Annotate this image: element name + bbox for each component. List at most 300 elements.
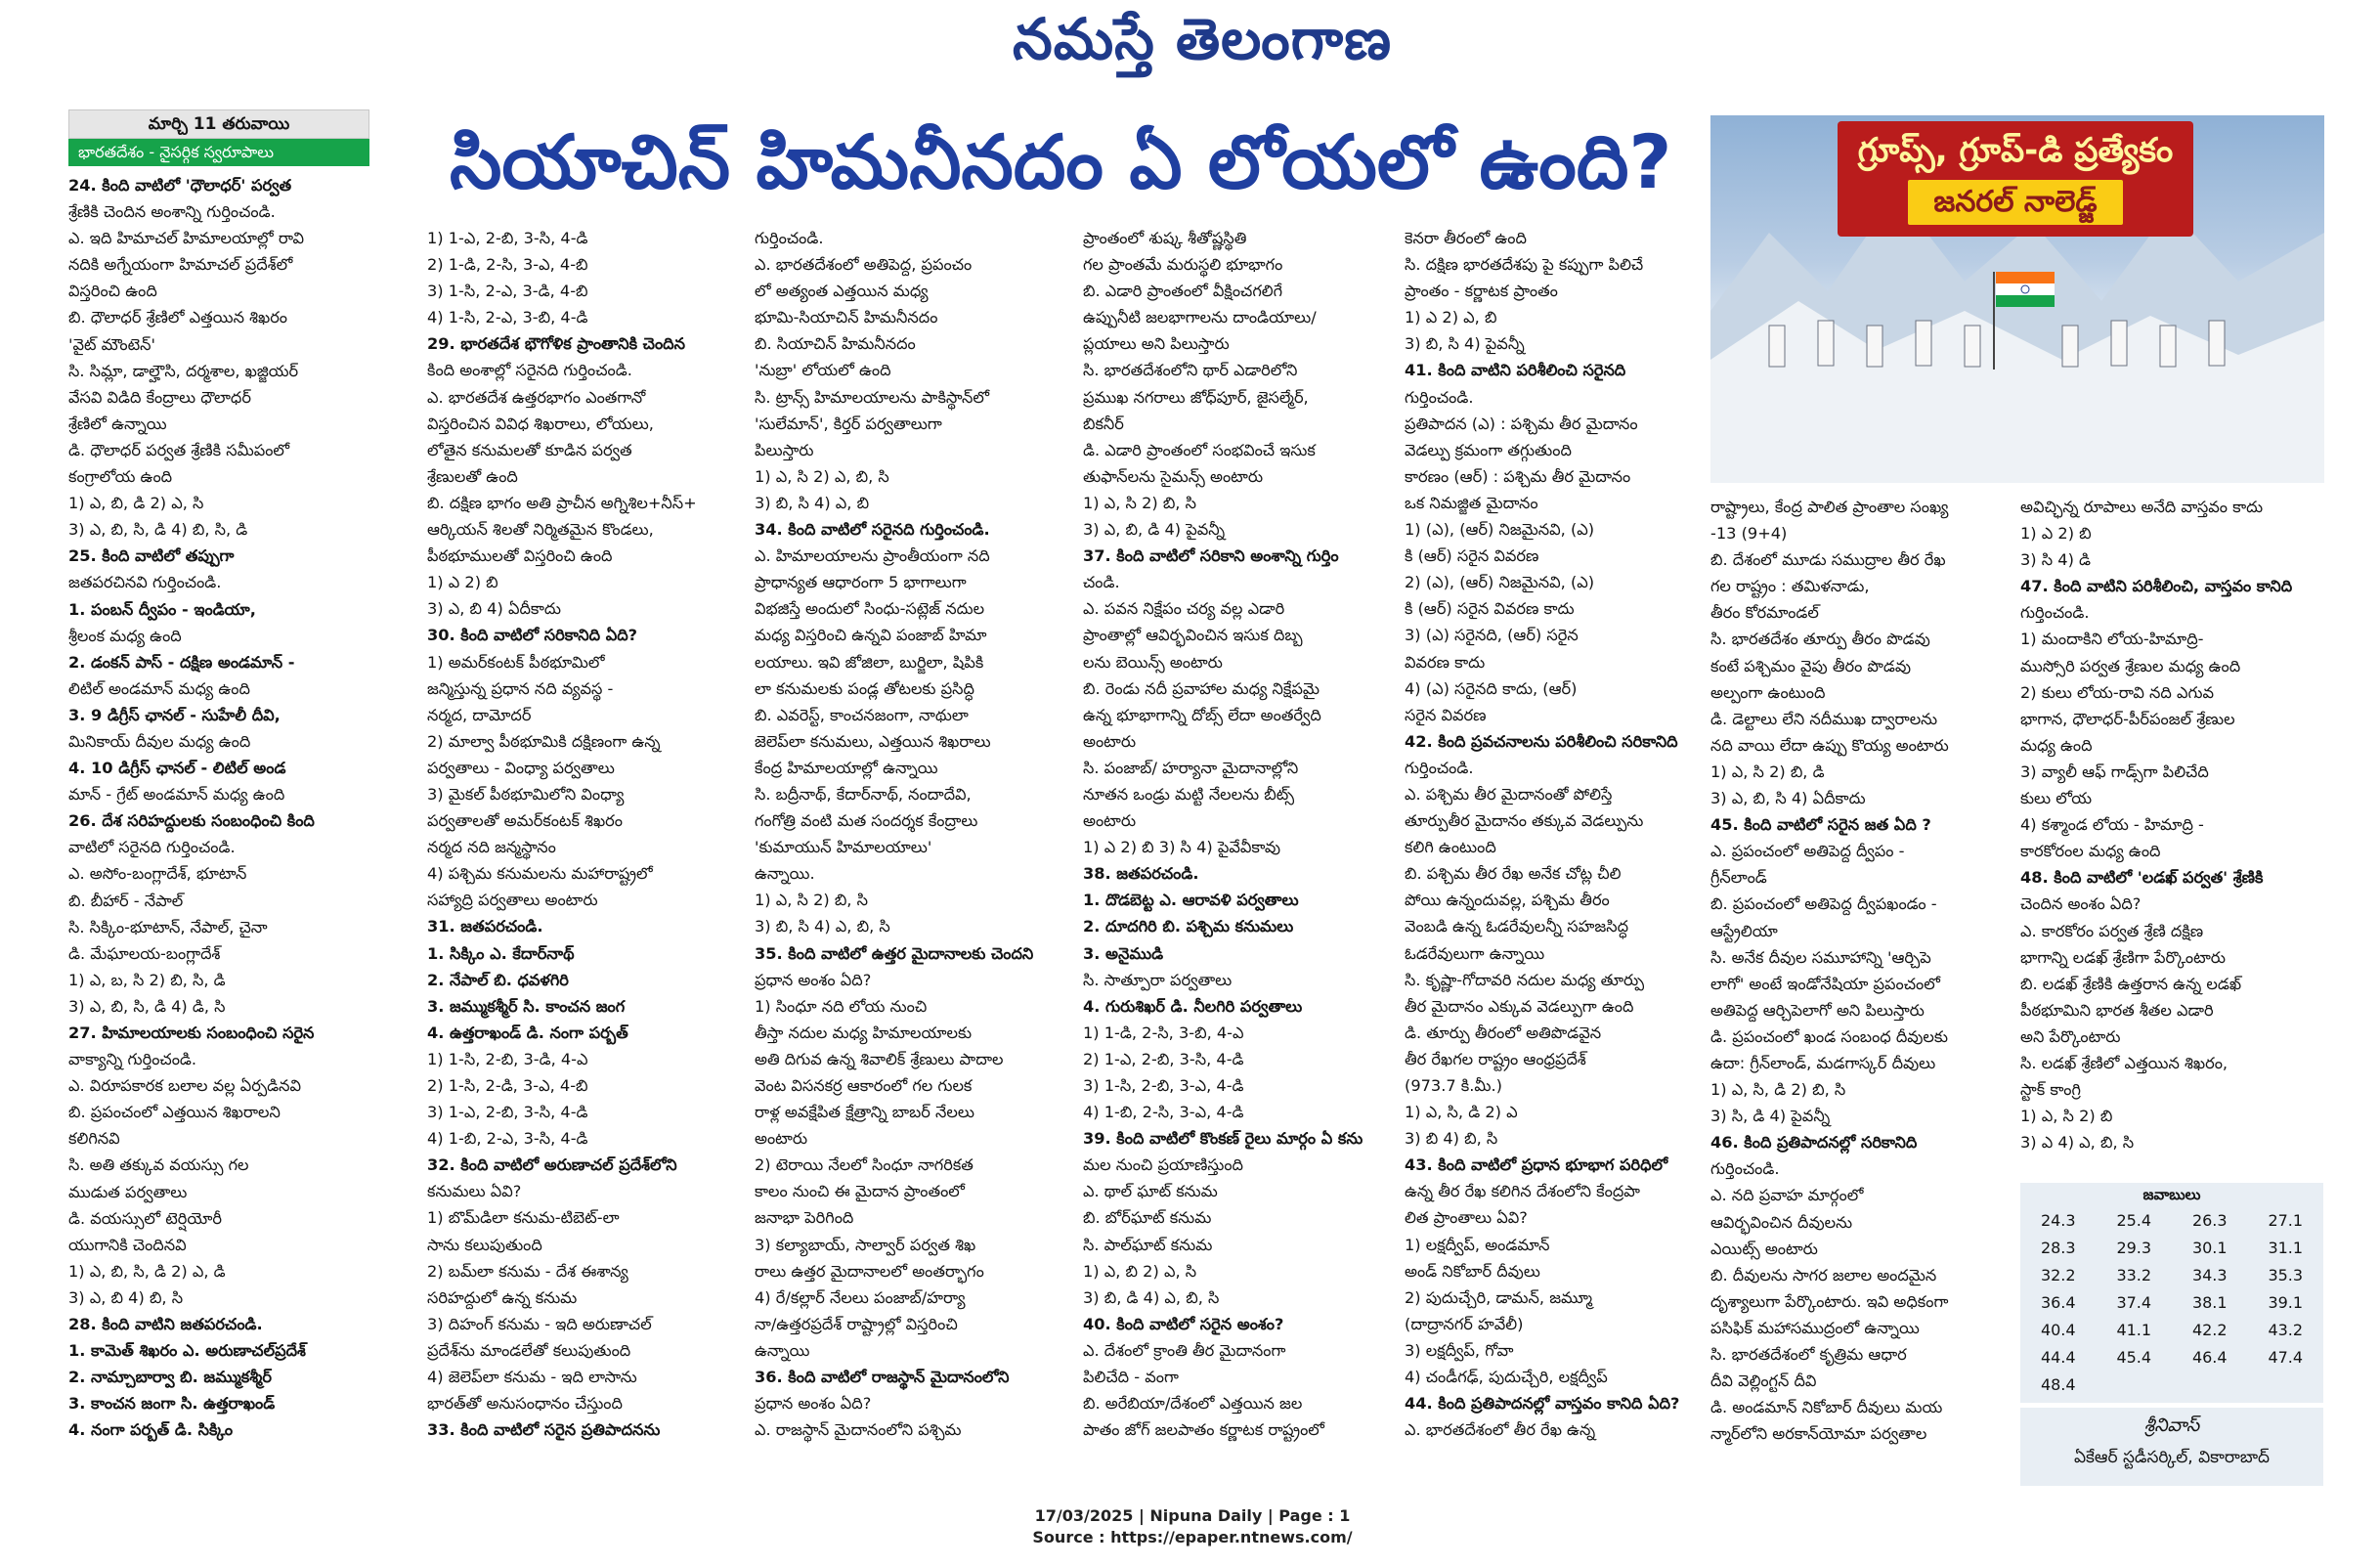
text-line: కి (ఆర్) సరైన వివరణ [1405,546,1539,566]
text-line: చండి. [1083,573,1120,592]
text-line: పిలిచేది - వంగా [1083,1368,1179,1387]
text-column-2 [427,225,711,1472]
text-line: సి. భారతదేశం తూర్పు తీరం పొడవు [1710,630,1930,649]
text-line: గల ప్రాంతమే మరుస్థలి భూభాగం [1083,255,1283,275]
text-line: ఉన్న భూభాగాన్ని దోబ్స్ లేదా అంతర్వేది [1083,705,1321,724]
text-line: బి. ఎడారి ప్రాంతంలో వీక్షించగలిగే [1083,282,1283,301]
text-line: ఓడరేవులుగా ఉన్నాయి [1405,943,1545,963]
text-line: అని పేర్కొంటారు [2020,1026,2121,1046]
author-credit [2020,1408,2323,1486]
answer-cell: 26.3 [2191,1210,2228,1230]
text-line: తూర్పుతీర మైదానం తక్కువ వెడల్పును [1405,811,1644,831]
answer-cell [2097,1371,2173,1398]
text-line: బి. ఎవరెస్ట్, కాంచనజంగా, నాథులా [755,705,969,724]
text-line: 3. జమ్ముకశ్మీర్ సి. కాంచన జంగ [427,996,626,1016]
text-line: (దాద్రానగర్ హవేలీ) [1405,1314,1524,1333]
text-line: సి. సిక్కిం-భూటాన్, నేపాల్, చైనా [68,917,268,936]
text-line: ఎ. అసోం-బంగ్లాదేశ్, భూటాన్ [68,864,247,884]
text-line: ప్రాంతంలో శుష్క శీతోష్ణస్థితి [1083,229,1247,247]
text-line: కింది అంశాల్లో సరైనది గుర్తించండి. [427,361,632,380]
text-line: ఎ. భారతదేశ ఉత్తరభాగం ఎంతగానో [427,387,646,407]
text-line: ఎ. ఇది హిమాచల్ హిమాలయాల్లో రావి [68,229,305,248]
text-line: నా/ఉత్తరప్రదేశ్ రాష్ట్రాల్లో విస్తరించి [755,1314,958,1333]
text-line: 1) లక్షద్వీప్, అండమాన్ [1405,1235,1550,1254]
answer-row [2020,1316,2323,1343]
text-line: 2) మాల్వా పీఠభూమికి దక్షిణంగా ఉన్న [427,731,661,751]
text-line: డి. వయస్సులో టెర్షియోరీ [68,1208,222,1228]
text-line: 37. కింది వాటిలో సరికాని అంశాన్ని గుర్తిం [1083,546,1339,566]
text-line: దీవి వెల్లింగ్టన్ దీవి [1710,1371,1817,1391]
text-line: డి. ప్రపంచంలో ఖండ సంబంధ దీవులకు [1710,1026,1948,1046]
answer-cell: 27.1 [2268,1210,2304,1230]
text-line: 1. కామెత్ శిఖరం ఎ. అరుణాచల్‌ప్రదేశ్ [68,1341,306,1361]
text-line: 1) ఎ, సి 2) బి [2020,1107,2113,1126]
text-line: సహ్యాద్రి పర్వతాలు అంటారు [427,891,598,910]
text-line: మినికాయ్ దీవుల మధ్య ఉంది [68,731,251,751]
text-line: 3) ఎ, బి 4) ఏదీకాదు [427,599,561,619]
text-line: సి. అనేక దీవుల సమూహాన్ని 'ఆర్చిపె [1710,947,1931,967]
text-line: సి. దక్షిణ భారతదేశపు పై కప్పుగా పిలిచే [1405,255,1644,275]
text-line: యుగానికి చెందినవి [68,1235,187,1254]
footer-source-line: Source : https://epaper.ntnews.com/ [1032,1528,1353,1546]
text-line: 1) అమర్‌కంటక్ పీఠభూమిలో [427,652,605,672]
text-line: కులు లోయ [2020,789,2093,808]
text-line: 1) 1-సి, 2-బి, 3-డి, 4-ఎ [427,1049,588,1068]
text-line: ఉదా: గ్రీన్‌లాండ్, మడగాస్కర్ దీవులు [1710,1053,1936,1072]
text-line: సి. భారతదేశంలో కృత్రిమ ఆధార [1710,1345,1907,1364]
text-line: 34. కింది వాటిలో సరైనది గుర్తించండి. [755,520,990,540]
category-banner [1838,121,2193,237]
text-line: 3) సి 4) డి [2020,550,2092,570]
text-line: 4) 1-బి, 2-సి, 3-ఎ, 4-డి [1083,1103,1244,1122]
text-line: సి. బద్రీనాథ్, కేదార్‌నాథ్, నందాదేవి, [755,784,972,804]
answer-cell: 25.4 [2116,1210,2152,1230]
text-line: 4. గురుశిఖర్ డి. నీలగిరి పర్వతాలు [1083,996,1303,1016]
text-line: ఎ. భారతదేశంలో తీర రేఖ ఉన్న [1405,1420,1596,1440]
text-line: ఎయిట్స్ అంటారు [1710,1239,1818,1258]
text-line: గల రాష్ట్రం : తమిళనాడు, [1710,577,1870,596]
text-line: 24. కింది వాటిలో 'ధౌలాధర్' పర్వత [68,176,292,195]
text-line: ఆవిర్భవించిన దీవులను [1710,1212,1853,1232]
text-line: ఒక నిమజ్జిత మైదానం [1405,493,1538,512]
text-line: ప్రధాన అంశం ఏది? [755,970,872,989]
text-line: బికనీర్ [1083,414,1124,433]
text-line: 1) ఎ 2) బి 3) సి 4) పైవేవీకావు [1083,838,1281,857]
text-line: మధ్య విస్తరించి ఉన్నవి పంజాబ్ హిమా [755,626,987,645]
text-line: 1) ఎ, బి 2) ఎ, సి [1083,1261,1197,1281]
text-line: అంటారు [1083,731,1137,751]
hero-photo [1710,115,2324,483]
text-line: 4) 1-బి, 2-ఎ, 3-సి, 4-డి [427,1129,588,1149]
text-line: 3) వ్యాలీ ఆఫ్ గాడ్స్‌గా పిలిచేది [2020,762,2209,781]
text-line: లిత ప్రాంతాలు ఏవి? [1405,1208,1528,1228]
text-line: పాతం జోగ్ జలపాతం కర్ణాటక రాష్ట్రంలో [1083,1420,1324,1440]
text-line: 3) ఎ, బి, సి, డి 4) బి, సి, డి [68,520,248,540]
answer-cell: 42.2 [2191,1320,2228,1339]
answer-cell: 31.1 [2268,1238,2304,1257]
text-line: మధ్య ఉంది [2020,735,2093,755]
text-line: గంగోత్రి వంటి మత సందర్శక కేంద్రాలు [755,811,978,831]
text-line: 'నుబ్రా' లోయలో ఉంది [755,361,891,380]
text-column-7 [2020,494,2323,1178]
text-line: సరిహద్దులో ఉన్న కనుమ [427,1287,578,1307]
text-line: సి. భారతదేశంలోని థార్ ఎడారిలోని [1083,361,1298,380]
text-line: స్టాక్ కాంగ్రి [2020,1080,2081,1100]
text-line: బి. దీవులను సాగర జలాల అందమైన [1710,1265,1937,1284]
text-line: పీఠభూములతో విస్తరించి ఉంది [427,546,613,566]
page-footer [977,1505,1407,1548]
text-line: లిటిల్ అండమాన్ మధ్య ఉంది [68,678,250,698]
text-line: బి. సియాచిన్ హిమనీనదం [755,334,916,354]
text-line: బి. ప్రపంచంలో అతిపెద్ద ద్వీపఖండం - [1710,894,1937,914]
text-line: అంటారు [755,1129,808,1149]
text-line: 3. 9 డిగ్రీస్ ఛానల్ - సుహేలీ దీవి, [68,705,281,724]
text-line: 4) (ఎ) సరైనది కాదు, (ఆర్) [1405,678,1578,698]
text-line: లో అత్యంత ఎత్తయిన మధ్య [755,282,929,301]
text-line: 40. కింది వాటిలో సరైన అంశం? [1083,1314,1284,1333]
answer-row [2020,1371,2323,1398]
text-line: ఎ. పవన నిక్షేపం చర్య వల్ల ఎడారి [1083,599,1285,619]
text-line: తీర మైదానం ఎక్కువ వెడల్పుగా ఉంది [1405,996,1634,1016]
text-line: అవిచ్ఛిన్న రూపాలు అనేది వాస్తవం కాదు [2020,498,2264,516]
text-line: 27. హిమాలయాలకు సంబంధించి సరైన [68,1023,315,1042]
text-line: విభజిస్తే అందులో సింధు-సట్లెజ్ నదుల [755,599,985,619]
answer-cell: 41.1 [2116,1320,2152,1339]
text-line: వేసవి విడిది కేంద్రాలు ధౌలాధర్ [68,387,251,407]
text-line: ప్లయాలు అని పిలుస్తారు [1083,334,1230,354]
text-line: 3) 1-ఎ, 2-బి, 3-సి, 4-డి [427,1103,588,1122]
text-line: కంగ్రాలోయ ఉంది [68,467,173,487]
text-line: భూమి-సియాచిన్ హిమనీనదం [755,308,938,327]
answer-cell: 24.3 [2040,1210,2076,1230]
text-line: ఎ. విరూపకారక బలాల వల్ల ఏర్పడినవి [68,1076,302,1096]
text-line: 'సులేమాన్', కిర్తర్ పర్వతాలుగా [755,414,942,433]
text-line: శ్రేణిలో ఉన్నాయి [68,414,167,433]
tag-date-line: మార్చి 11 తరువాయి [68,109,369,139]
text-line: 4) 1-సి, 2-ఎ, 3-బి, 4-డి [427,308,588,327]
text-line: దృశ్యాలుగా పేర్కొంటారు. ఇవి అధికంగా [1710,1291,1949,1311]
text-line: లా కనుమలకు పండ్ల తోటలకు ప్రసిద్ధి [755,678,974,698]
text-line: రాళ్ల అవక్షేపిత క్షేత్రాన్ని బాబర్ నేలలు [755,1103,974,1122]
text-line: 3) బి, డి 4) ఎ, బి, సి [1083,1287,1220,1307]
text-line: 2) 1-డి, 2-సి, 3-ఎ, 4-బి [427,255,588,275]
text-line: ఎ. కారకోరం పర్వత శ్రేణి దక్షిణ [2020,921,2204,940]
answer-cell: 29.3 [2116,1238,2152,1257]
text-line: 1. దొడబెట్ట ఎ. ఆరావళి పర్వతాలు [1083,891,1299,910]
text-line: ఎ. దేశంలో క్రాంతి తీర మైదానంగా [1083,1340,1286,1360]
text-line: ఎ. ప్రపంచంలో అతిపెద్ద ద్వీపం - [1710,842,1905,861]
text-line: లాగో' అంటే ఇండోనేషియా ప్రపంచంలో [1710,974,1940,993]
text-column-4 [1083,225,1366,1472]
text-line: 1. పంబన్ ద్వీపం - ఇండియా, [68,599,256,619]
text-line: రాష్ట్రాలు, కేంద్ర పాలిత ప్రాంతాల సంఖ్య [1710,498,1949,516]
text-line: విస్తరించిన వివిధ శిఖరాలు, లోయలు, [427,414,654,433]
text-line: పిలుస్తారు [755,440,814,459]
text-line: 1) 1-డి, 2-సి, 3-బి, 4-ఎ [1083,1023,1244,1042]
section-tag [68,109,369,168]
author-name: శ్రీనివాస్ [2143,1415,2200,1436]
text-line: బి. ధౌలాధర్ శ్రేణిలో ఎత్తయిన శిఖరం [68,308,288,327]
answer-cell: 38.1 [2191,1292,2228,1312]
text-line: డి. డెల్టాలు లేని నదీముఖ ద్వారాలను [1710,709,1938,728]
text-line: కెనరా తీరంలో ఉంది [1405,229,1527,247]
text-line: బి. ప్రపంచంలో ఎత్తయిన శిఖరాలని [68,1103,281,1122]
text-line: గుర్తించండి. [1405,758,1474,777]
text-line: 2) 1-ఎ, 2-బి, 3-సి, 4-డి [1083,1049,1244,1068]
text-line: 3. అనైముడి [1083,943,1164,963]
answer-cell: 45.4 [2116,1347,2152,1367]
text-line: పీఠభూమిని భారత శీతల ఎడారి [2020,1000,2214,1020]
text-line: 29. భారతదేశ భౌగోళిక ప్రాంతానికి చెందిన [427,334,685,354]
answer-cell: 44.4 [2040,1347,2076,1367]
text-line: కలిగినవి [68,1129,120,1149]
text-line: 47. కింది వాటిని పరిశీలించి, వాస్తవం కానిది [2020,577,2293,596]
banner-title: గ్రూప్స్, గ్రూప్-డి ప్రత్యేకం [1857,131,2174,170]
answer-row [2020,1343,2323,1371]
text-line: ఉన్న తీర రేఖ కలిగిన దేశంలోని కేంద్రపా [1405,1182,1640,1201]
text-line: గ్రీన్‌లాండ్ [1710,868,1767,888]
text-line: 3) (ఎ) సరైనది, (ఆర్) సరైన [1405,626,1579,645]
answer-cell: 43.2 [2268,1320,2304,1339]
text-line: 4. 10 డిగ్రీస్ ఛానల్ - లిటిల్ అండ [68,759,286,778]
text-line: 3) ఎ, బి, డి 4) పైవన్నీ [1083,520,1226,540]
text-line: కేంద్ర హిమాలయాల్లో ఉన్నాయి [755,758,938,777]
text-line: ఎ. థాల్ ఘాట్ కనుమ [1083,1182,1218,1201]
text-line: కారకోరంల మధ్య ఉంది [2020,842,2161,861]
text-line: అతి దిగువ ఉన్న శివాలిక్ శ్రేణులు పాదాల [755,1049,1004,1068]
text-column-1 [68,172,369,1472]
text-line: 1. సిక్కిం ఎ. కేదార్‌నాథ్ [427,943,575,963]
text-line: 38. జతపరచండి. [1083,864,1199,884]
text-line: బి. లడఖ్ శ్రేణికి ఉత్తరాన ఉన్న లడఖ్ [2020,974,2242,993]
text-line: 25. కింది వాటిలో తప్పుగా [68,546,235,566]
text-line: వివరణ కాదు [1405,652,1486,672]
answer-row [2020,1261,2323,1288]
text-line: పసిఫిక్ మహాసముద్రంలో ఉన్నాయి [1710,1318,1920,1337]
answer-cell: 39.1 [2268,1292,2304,1312]
text-line: అండ్ నికోబార్ దీవులు [1405,1261,1540,1281]
text-line: 1) ఎ, సి 2) బి, డి [1710,762,1825,781]
text-line: 3) బి, సి 4) ఎ, బి, సి [755,917,890,936]
text-line: ప్రాంతాల్లో ఆవిర్భవించిన ఇసుక దిబ్బ [1083,626,1303,645]
text-line: 1) ఎ, బ, సి 2) బి, సి, డి [68,970,226,989]
text-line: 30. కింది వాటిలో సరికానిది ఏది? [427,626,638,645]
text-line: జనాభా పెరిగింది [755,1208,854,1228]
text-line: సి. అతి తక్కువ వయస్సు గల [68,1155,249,1175]
text-line: 3) 1-సి, 2-ఎ, 3-డి, 4-బి [427,282,588,301]
text-line: 1) ఎ, బి, డి 2) ఎ, సి [68,494,204,513]
text-line: 48. కింది వాటిలో 'లడఖ్ పర్వత' శ్రేణికి [2020,868,2264,888]
text-line: తీస్తా నదుల మధ్య హిమాలయాలకు [755,1023,973,1042]
author-affiliation: ఏకేఆర్ స్టడీసర్కిల్, వికారాబాద్ [2073,1448,2271,1467]
text-line: డి. ధౌలాధర్ పర్వత శ్రేణికి సమీపంలో [68,440,290,459]
text-line: వెంట విసనకర్ర ఆకారంలో గల గులక [755,1076,973,1095]
text-line: 3) దిహంగ్ కనుమ - ఇది అరుణాచల్ [427,1314,652,1333]
text-line: అతిపెద్ద ఆర్చిపెలాగో అని పిలుస్తారు [1710,1000,1925,1020]
text-line: 2. నేపాల్ బి. ధవళగిరి [427,970,569,989]
text-line: 'కుమాయున్ హిమాలయాలు' [755,838,932,857]
tag-subject: భారతదేశం - నైసర్గిక స్వరూపాలు [68,139,369,166]
text-line: మల నుంచి ప్రయాణిస్తుంది [1083,1155,1243,1175]
text-line: 3) ఎ 4) ఎ, బి, సి [2020,1133,2135,1153]
text-line: బి. రెండు నదీ ప్రవాహాల మధ్య నిక్షేపమై [1083,678,1320,698]
text-line: 3. కాంచన జంగా సి. ఉత్తరాఖండ్ [68,1394,276,1414]
text-line: 1) సింధూ నది లోయ నుంచి [755,996,928,1016]
answer-cell: 46.4 [2191,1347,2228,1367]
text-line: (973.7 కి.మీ.) [1405,1076,1502,1095]
text-line: భాగాన్ని లడఖ్ శ్రేణిగా పేర్కొంటారు [2020,947,2226,967]
text-line: 35. కింది వాటిలో ఉత్తర మైదానాలకు చెందని [755,943,1034,963]
text-line: ప్రాధాన్యత ఆధారంగా 5 భాగాలుగా [755,573,967,592]
text-line: కంటే పశ్చిమం వైపు తీరం పొడవు [1710,656,1912,675]
text-line: తుఫాన్‌లను సైమన్స్ అంటారు [1083,466,1264,486]
text-line: 31. జతపరచండి. [427,917,543,936]
text-line: 3) బి, సి 4) పైవన్నీ [1405,334,1525,354]
answer-cell: 32.2 [2040,1265,2076,1284]
answer-row [2020,1288,2323,1316]
text-line: గుర్తించండి. [2020,603,2090,623]
text-line: న్మార్‌లోని అరకాన్‌యోమా పర్వతాల [1710,1424,1927,1444]
text-line: సి. సిమ్లా, డాల్హౌసి, దర్మశాల, ఖజ్జియర్ [68,361,299,380]
text-line: 3) కల్యాబాయ్, సాల్వార్ పర్వత శిఖ [755,1235,976,1254]
text-line: జెలెప్‌లా కనుమలు, ఎత్తయిన శిఖరాలు [755,731,991,751]
answer-cell: 35.3 [2268,1265,2304,1284]
text-line: లోతైన కనుమలతో కూడిన పర్వత [427,440,632,459]
text-line: ఎ. హిమాలయాలను ప్రాంతీయంగా నది [755,546,990,566]
masthead-logo: నమస్తే తెలంగాణ [1013,6,1392,72]
text-line: డి. అండమాన్ నికోబార్ దీవులు మయ [1710,1398,1943,1417]
text-line: డి. తూర్పు తీరంలో అతిపొడవైన [1405,1023,1602,1042]
text-line: ఉప్పునీటి జలభాగాలను దాండియాలు/ [1083,308,1317,327]
text-line: 1) మందాకిని లోయ-హిమాద్రి- [2020,630,2204,649]
text-line: నర్మద నది జన్మస్థానం [427,838,556,857]
text-line: చెందిన అంశం ఏది? [2020,894,2142,914]
text-line: మాన్ - గ్రేట్ అండమాన్ మధ్య ఉంది [68,785,285,805]
text-line: సాను కలుపుతుంది [427,1235,542,1254]
text-line: 4) కశ్మాండ లోయ - హిమాద్రి - [2020,815,2204,835]
answer-cell [2248,1371,2324,1398]
text-line: లను బెయిన్స్ అంటారు [1083,652,1223,672]
text-line: వెంబడి ఉన్న ఓడరేవులన్నీ సహజసిద్ధ [1405,917,1628,936]
text-line: 1) ఎ 2) బి [2020,524,2092,544]
text-line: సి. పంజాబ్/ హర్యానా మైదానాల్లోని [1083,758,1299,777]
text-line: 2. నామ్చాబార్వా బి. జమ్ముకశ్మీర్ [68,1368,272,1387]
text-line: బి. పశ్చిమ తీర రేఖ అనేక చోట్ల చీలి [1405,864,1622,884]
text-line: 1) ఎ, సి 2) బి, సి [755,891,868,910]
text-line: 1) ఎ, సి 2) బి, సి [1083,493,1196,512]
answer-cell: 30.1 [2191,1238,2228,1257]
text-line: 43. కింది వాటిలో ప్రధాన భూభాగ పరిధిలో [1405,1155,1668,1175]
text-line: కారణం (ఆర్) : పశ్చిమ తీర మైదానం [1405,466,1631,486]
text-line: 28. కింది వాటిని జతపరచండి. [68,1315,263,1334]
footer-edition-line: 17/03/2025 | Nipuna Daily | Page : 1 [1034,1506,1351,1525]
text-line: భాగాన, ధౌలాధర్-పీర్‌పంజల్ శ్రేణుల [2020,709,2235,728]
text-line: ప్రాంతం - కర్ణాటక ప్రాంతం [1405,282,1558,301]
text-line: పర్వతాలు - వింధ్యా పర్వతాలు [427,758,615,777]
text-line: గుర్తించండి. [1405,387,1474,407]
text-line: 42. కింది ప్రవచనాలను పరిశీలించి సరికానిది [1405,731,1678,751]
text-line: బి. బోర్‌ఘాట్ కనుమ [1083,1208,1212,1228]
answer-cell [2172,1371,2248,1398]
text-line: 3) బి, సి 4) ఎ, బి [755,493,870,512]
text-line: డి. ఎడారి ప్రాంతంలో సంభవించే ఇసుక [1083,440,1316,459]
text-line: కనుమలు ఏవి? [427,1182,522,1201]
text-line: పర్వతాలతో అమర్‌కంటక్ శిఖరం [427,811,623,831]
text-line: అంటారు [1083,811,1137,831]
text-line: 2) (ఎ), (ఆర్) నిజమైనవి, (ఎ) [1405,573,1595,592]
text-line: 3) ఎ, బి, సి, డి 4) డి, సి [68,996,226,1016]
text-line: 4. నంగా పర్బత్ డి. సిక్కిం [68,1420,234,1440]
text-line: నది వాయి లేదా ఉప్పు కొయ్య అంటారు [1710,735,1949,755]
text-line: 1) బొమ్‌డిలా కనుమ-టిబెట్-లా [427,1208,620,1228]
text-line: డి. మేఘాలయ-బంగ్లాదేశ్ [68,943,221,963]
answer-cell: 37.4 [2116,1292,2152,1312]
text-line: 2) పుదుచ్చేరి, డామన్, జమ్మూ [1405,1287,1593,1307]
text-line: 39. కింది వాటిలో కొంకణ్ రైలు మార్గం ఏ కను [1083,1129,1363,1149]
text-line: రాలు ఉత్తర మైదానాలలో అంతర్భాగం [755,1261,984,1281]
text-line: 46. కింది ప్రతిపాదనల్లో సరికానిది [1710,1133,1918,1153]
text-line: 4) పశ్చిమ కనుమలను మహారాష్ట్రలో [427,864,653,884]
text-line: 2) 1-సి, 2-డి, 3-ఎ, 4-బి [427,1076,588,1095]
text-line: 2) టెరాయి నేలలో సింధూ నాగరికత [755,1155,974,1175]
text-line: ఆస్ట్రేలియా [1710,921,1778,940]
text-line: ముడుత పర్వతాలు [68,1182,188,1201]
text-line: సి. ట్రాన్స్ హిమాలయాలను పాకిస్థాన్‌లో [755,387,990,407]
text-line: -13 (9+4) [1710,524,1788,544]
answer-cell: 48.4 [2040,1374,2076,1394]
text-line: శ్రీలంక మధ్య ఉంది [68,626,182,645]
text-line: ఎ. భారతదేశంలో అతిపెద్ద, ప్రపంచం [755,255,973,275]
text-line: 3) ఎ, బి 4) బి, సి [68,1287,184,1307]
text-line: భారత్‌తో అనుసంధానం చేస్తుంది [427,1394,623,1414]
text-line: శ్రేణికి చెందిన అంశాన్ని గుర్తించండి. [68,202,276,222]
text-line: విస్తరించి ఉంది [68,282,157,301]
answer-row [2020,1234,2323,1261]
text-line: సి. పాల్‌ఘాట్ కనుమ [1083,1235,1213,1254]
text-line: 4) రే/కల్లార్ నేలలు పంజాబ్/హర్యా [755,1287,966,1307]
text-line: 26. దేశ సరిహద్దులకు సంబంధించి కింది [68,811,315,831]
text-line: లయాలు. ఇవి జోజిలా, బుర్జిలా, షిపికి [755,652,984,672]
text-line: జతపరచినవి గుర్తించండి. [68,573,222,592]
answer-cell: 36.4 [2040,1292,2076,1312]
text-line: నదికి అగ్నేయంగా హిమాచల్ ప్రదేశ్‌లో [68,255,293,275]
text-line: ప్రధాన అంశం ఏది? [755,1394,872,1414]
text-line: సి. సాత్పూరా పర్వతాలు [1083,970,1233,989]
text-column-3 [755,225,1038,1472]
text-line: 33. కింది వాటిలో సరైన ప్రతిపాదనను [427,1420,661,1440]
text-line: 1) ఎ, బి, సి, డి 2) ఎ, డి [68,1261,226,1281]
answer-cell: 34.3 [2191,1265,2228,1284]
text-line: జన్మిస్తున్న ప్రధాన నది వ్యవస్థ - [427,678,614,698]
text-line: 2) బమ్‌లా కనుమ - దేశ ఈశాన్య [427,1261,628,1281]
answer-row [2020,1206,2323,1234]
text-line: 32. కింది వాటిలో అరుణాచల్ ప్రదేశ్‌లోని [427,1155,677,1175]
text-line: 2. డంకన్ పాస్ - దక్షిణ అండమాన్ - [68,652,295,672]
answer-table [2020,1206,2323,1398]
text-line: వాటిలో సరైనది గుర్తించండి. [68,838,236,857]
text-line: బి. అరేబియా/దేశంలో ఎత్తయిన జల [1083,1394,1303,1414]
text-line: 1) ఎ, సి, డి 2) ఎ [1405,1103,1518,1122]
text-line: అల్పంగా ఉంటుంది [1710,682,1826,702]
text-line: 1) ఎ 2) బి [427,573,498,592]
text-line: ముస్సోరి పర్వత శ్రేణుల మధ్య ఉంది [2020,656,2241,675]
text-line: బి. బీహార్ - నేపాల్ [68,891,184,910]
text-line: 3) బి 4) బి, సి [1405,1129,1498,1149]
text-line: కలిగి ఉంటుంది [1405,838,1496,857]
text-line: 1) (ఎ), (ఆర్) నిజమైనవి, (ఎ) [1405,520,1595,540]
text-line: 3) మైకల్ పీఠభూమిలోని వింధ్యా [427,784,625,804]
text-line: ప్రముఖ నగరాలు జోధ్‌పూర్, జైసల్మేర్, [1083,387,1309,407]
